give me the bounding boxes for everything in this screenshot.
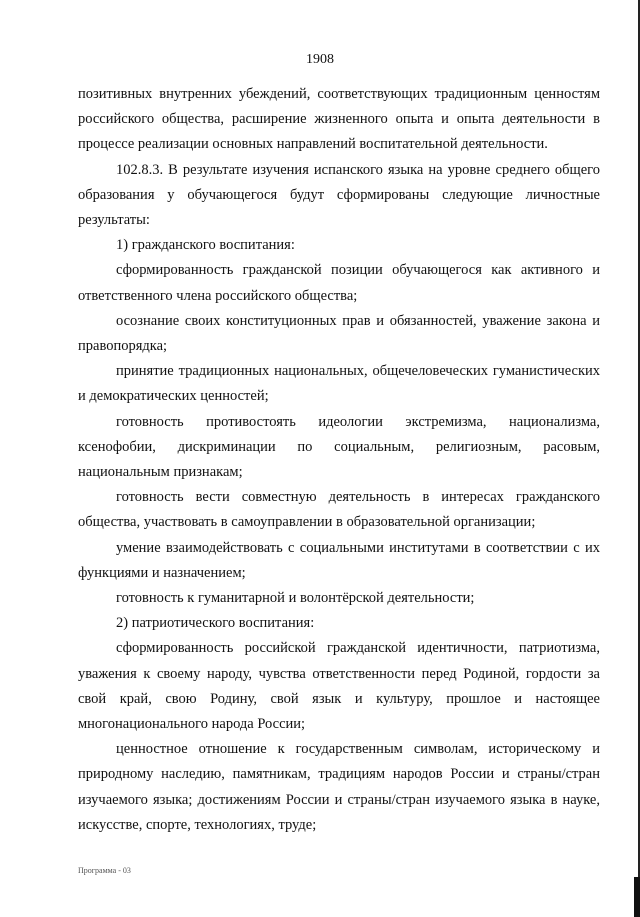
paragraph: позитивных внутренних убеждений, соответствующих традиционным ценностям российского общества, расширение жизненного опыта и опыта деятельности в процессе реализации основных направлений воспитательной деятельности. bbox=[78, 86, 600, 153]
paragraph: готовность к гуманитарной и волонтёрской деятельности; bbox=[116, 590, 475, 607]
page-footer: Программа - 03 bbox=[78, 866, 131, 875]
document-body bbox=[78, 82, 600, 838]
section-heading: 2) патриотического воспитания: bbox=[116, 615, 315, 632]
section-heading: 1) гражданского воспитания: bbox=[116, 237, 295, 254]
paragraph: ценностное отношение к государственным символам, историческому и природному наследию, памятникам, традициям народов России и страны/стран изучаемого языка; достижениям России и страны/стран изучаемого языка в науке, искусстве, спорте, технологиях, труде; bbox=[78, 741, 600, 833]
scan-edge-corner bbox=[634, 877, 640, 917]
paragraph: 102.8.3. В результате изучения испанского языка на уровне среднего общего образования у обучающегося будут сформированы следующие личностные результаты: bbox=[78, 161, 600, 229]
paragraph: готовность противостоять идеологии экстремизма, национализма, ксенофобии, дискриминации по социальным, религиозным, расовым, национальным признакам; bbox=[78, 413, 600, 481]
paragraph: принятие традиционных национальных, общечеловеческих гуманистических и демократических ценностей; bbox=[78, 363, 600, 405]
paragraph: сформированность российской гражданской идентичности, патриотизма, уважения к своему народу, чувства ответственности перед Родиной, гордости за свой край, свою Родину, свой язык и культуру, прошлое и настоящее многонационального народа России; bbox=[78, 640, 600, 733]
paragraph: умение взаимодействовать с социальными институтами в соответствии с их функциями и назначением; bbox=[78, 539, 600, 581]
paragraph: осознание своих конституционных прав и обязанностей, уважение закона и правопорядка; bbox=[78, 312, 600, 355]
paragraph: готовность вести совместную деятельность в интересах гражданского общества, участвовать в самоуправлении в образовательной организации; bbox=[78, 489, 600, 531]
paragraph: сформированность гражданской позиции обучающегося как активного и ответственного члена российского общества; bbox=[78, 262, 600, 304]
page-number: 1908 bbox=[306, 52, 334, 67]
